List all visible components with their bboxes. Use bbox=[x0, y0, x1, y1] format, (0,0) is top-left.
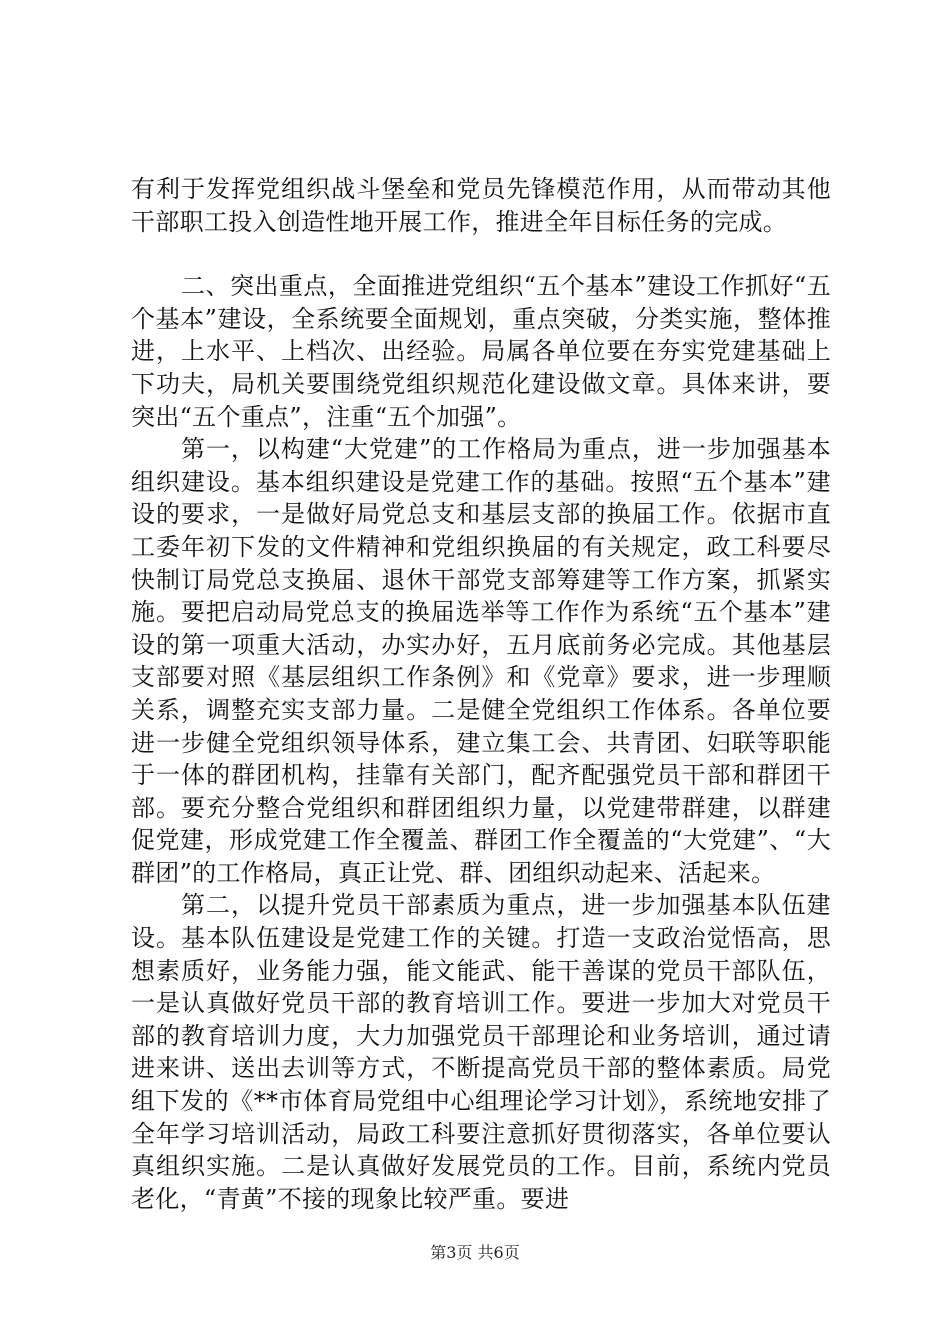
page-footer: 第3页 共6页 bbox=[430, 1243, 520, 1262]
paragraph-second-point: 第二，以提升党员干部素质为重点，进一步加强基本队伍建设。基本队伍建设是党建工作的关键。打造一支政治觉悟高，思想素质好，业务能力强，能文能武、能干善谋的党员干部队伍，一是认真做好党员干部的教育培训工作。要进一步加大对党员干部的教育培训力度，大力加强党员干部理论和业务培训，通过请进来讲、送出去训等方式，不断提高党员干部的整体素质。局党组下发的《**市体育局党组中心组理论学习计划》，系统地安排了全年学习培训活动，局政工科要注意抓好贯彻落实，各单位要认真组织实施。二是认真做好发展党员的工作。目前，系统内党员老化，“青黄”不接的现象比较严重。要进 bbox=[131, 891, 831, 1213]
paragraph-gap bbox=[131, 238, 831, 270]
document-body bbox=[131, 173, 831, 1215]
paragraph-first-point: 第一，以构建“大党建”的工作格局为重点，进一步加强基本组织建设。基本组织建设是党建工作的基础。按照“五个基本”建设的要求，一是做好局党总支和基层支部的换届工作。依据市直工委年初下发的文件精神和党组织换届的有关规定，政工科要尽快制订局党总支换届、退休干部党支部筹建等工作方案，抓紧实施。要把启动局党总支的换届选举等工作作为系统“五个基本”建设的第一项重大活动，办实办好，五月底前务必完成。其他基层支部要对照《基层组织工作条例》和《党章》要求，进一步理顺关系，调整充实支部力量。二是健全党组织工作体系。各单位要进一步健全党组织领导体系，建立集工会、共青团、妇联等职能于一体的群团机构，挂靠有关部门，配齐配强党员干部和群团干部。要充分整合党组织和群团组织力量，以党建带群建，以群建促党建，形成党建工作全覆盖、群团工作全覆盖的“大党建”、“大群团”的工作格局，真正让党、群、团组织动起来、活起来。 bbox=[131, 435, 831, 887]
paragraph-continuation: 有利于发挥党组织战斗堡垒和党员先锋模范作用，从而带动其他干部职工投入创造性地开展工作，推进全年目标任务的完成。 bbox=[131, 175, 831, 236]
paragraph-section-two: 二、突出重点，全面推进党组织“五个基本”建设工作抓好“五个基本”建设，全系统要全面规划，重点突破，分类实施，整体推进，上水平、上档次、出经验。局属各单位要在夯实党建基础上下功夫，局机关要围绕党组织规范化建设做文章。具体来讲，要突出“五个重点”，注重“五个加强”。 bbox=[131, 272, 831, 431]
